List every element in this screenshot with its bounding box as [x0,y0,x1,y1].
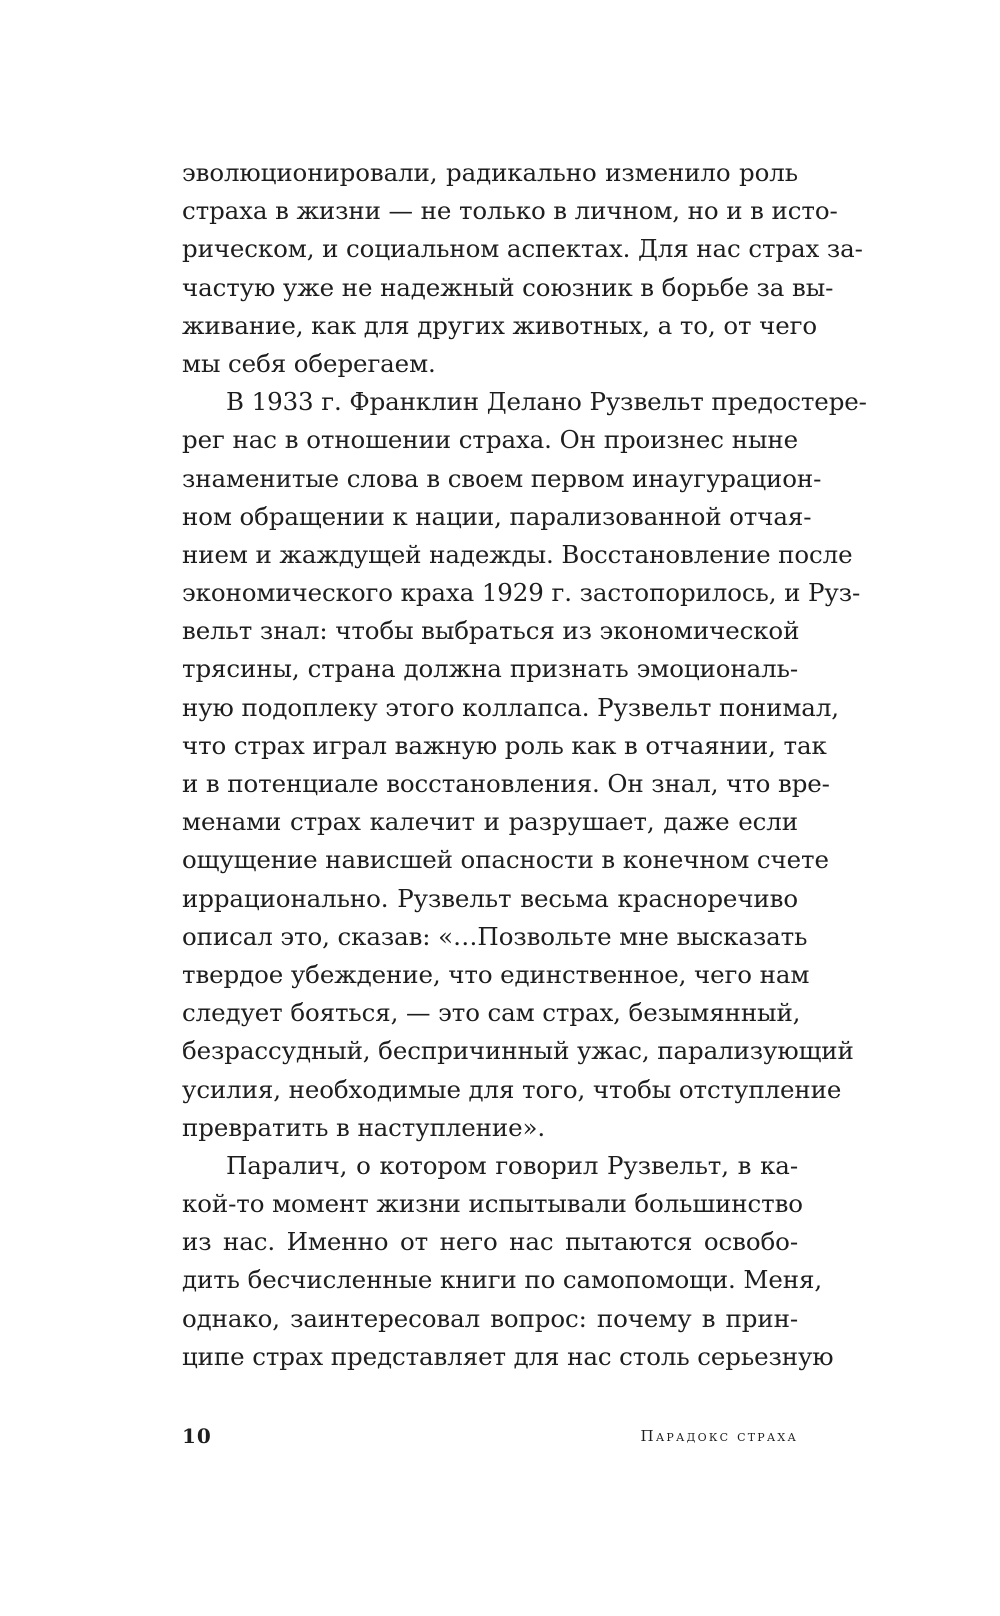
text-line: следует бояться, — это сам страх, безымянный, [182,998,801,1028]
text-line: ную подоплеку этого коллапса. Рузвельт понимал, [182,692,839,722]
text-line: рег нас в отношении страха. Он произнес ныне [182,425,798,455]
page-number: 10 [182,1424,212,1448]
text-line: менами страх калечит и разрушает, даже если [182,807,798,837]
text-line: из нас. Именно от него нас пытаются освобо- [182,1227,798,1257]
text-line: дить бесчисленные книги по самопомощи. Меня, [182,1265,823,1295]
text-line: кой-то момент жизни испытывали большинство [182,1189,803,1219]
body-text [182,154,867,1376]
text-line: вельт знал: чтобы выбраться из экономической [182,616,800,646]
paragraph [182,383,867,1147]
page-footer [182,1416,798,1456]
text-line: и в потенциале восстановления. Он знал, что вре- [182,769,830,798]
text-line: ощущение нависшей опасности в конечном счете [182,845,829,875]
text-line: твердое убеждение, что единственное, чего нам [182,959,810,989]
text-line: страха в жизни — не только в личном, но и в исто- [182,196,838,226]
text-line: что страх играл важную роль как в отчаянии, так [182,730,827,760]
text-line: экономического краха 1929 г. застопорилось, и Руз- [182,578,861,608]
text-line: частую уже не надежный союзник в борьбе за вы- [182,272,834,302]
text-line: нием и жаждущей надежды. Восстановление после [182,539,853,569]
text-line: усилия, необходимые для того, чтобы отступление [182,1074,842,1104]
text-line: В 1933 г. Франклин Делано Рузвельт предостере- [226,387,867,417]
text-line: превратить в наступление». [182,1112,546,1142]
text-line: Паралич, о котором говорил Рузвельт, в ка- [226,1150,798,1180]
text-line: рическом, и социальном аспектах. Для нас страх за- [182,234,863,264]
text-line: ципе страх представляет для нас столь серьезную [182,1341,834,1371]
text-line: трясины, страна должна признать эмоциональ- [182,654,798,684]
text-line: мы себя оберегаем. [182,348,436,378]
text-line: однако, заинтересовал вопрос: почему в прин- [182,1303,798,1333]
text-line: описал это, сказав: «…Позвольте мне высказать [182,921,808,951]
text-line: безрассудный, беспричинный ужас, парализующий [182,1036,854,1066]
text-line: ном обращении к нации, парализованной отчая- [182,501,812,531]
text-line: знаменитые слова в своем первом инаугурацион- [182,463,822,493]
text-line: эволюционировали, радикально изменило роль [182,158,798,187]
text-line: иррационально. Рузвельт весьма красноречиво [182,883,798,913]
running-title: парадокс страха [640,1427,798,1445]
paragraph [182,154,863,383]
text-line: живание, как для других животных, а то, от чего [182,310,818,340]
paragraph [182,1147,834,1376]
